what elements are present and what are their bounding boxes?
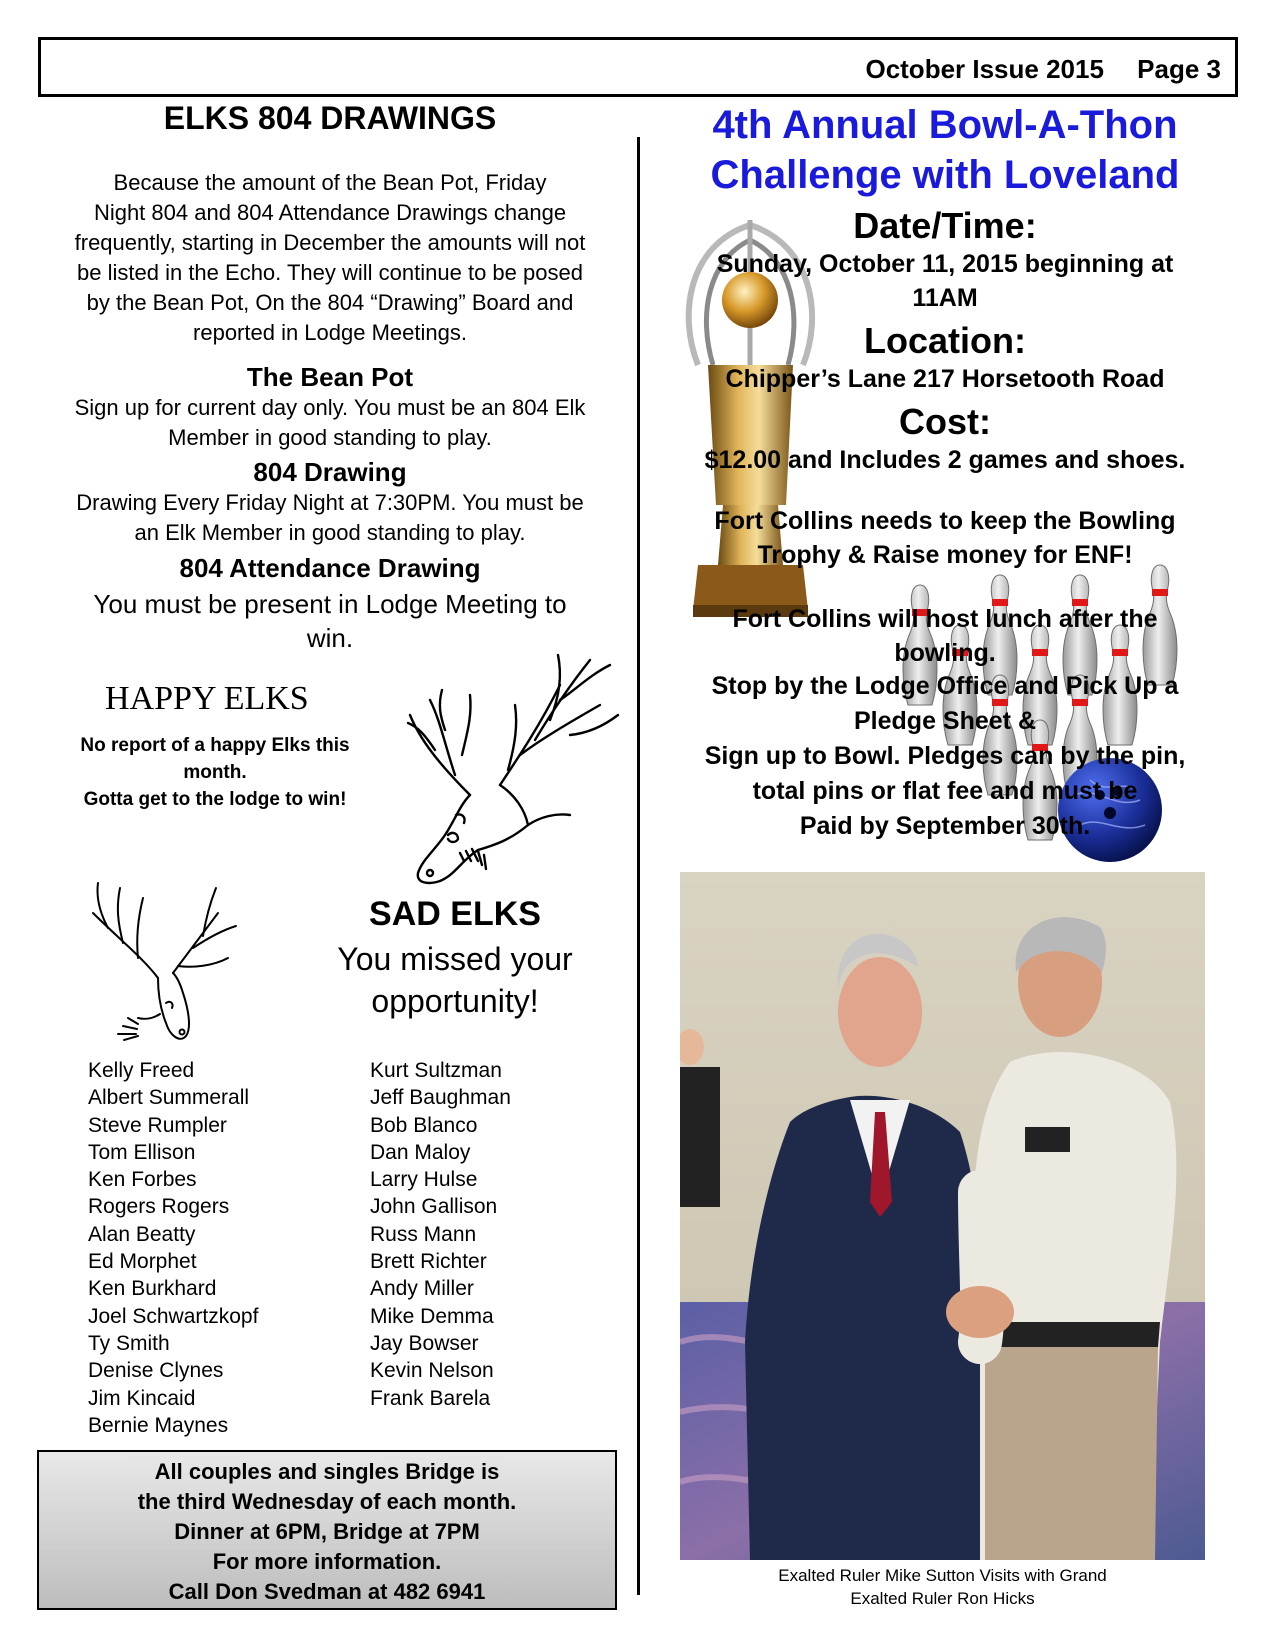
sad-elks-names-left: [88, 1057, 258, 1439]
bridge-line: For more information.: [212, 1549, 442, 1574]
happy-line: month.: [183, 762, 247, 783]
name-item: Jay Bowser: [370, 1331, 479, 1355]
sad-line: opportunity!: [371, 983, 539, 1019]
name-item: Jeff Baughman: [370, 1086, 511, 1110]
name-item: Ty Smith: [88, 1331, 170, 1355]
drawing-804-body: [40, 488, 620, 548]
date-details: [660, 247, 1230, 315]
name-item: Rogers Rogers: [88, 1195, 230, 1219]
caption-line: Exalted Ruler Mike Sutton Visits with Grand: [778, 1566, 1107, 1585]
issue-date: October Issue 2015: [865, 54, 1104, 84]
bean-pot-line: Sign up for current day only. You must be an 804 Elk: [74, 395, 586, 420]
name-item: Bob Blanco: [370, 1113, 478, 1137]
name-item: Kurt Sultzman: [370, 1059, 502, 1082]
handshake-photo: [680, 872, 1205, 1560]
pledge-line: Sign up to Bowl. Pledges can by the pin,: [704, 742, 1186, 770]
name-item: Jim Kincaid: [88, 1386, 196, 1410]
drawing-804-heading: 804 Drawing: [253, 457, 407, 487]
location-details: Chipper’s Lane 217 Horsetooth Road: [725, 365, 1165, 393]
name-item: John Gallison: [370, 1195, 498, 1219]
name-item: Albert Summerall: [88, 1086, 250, 1110]
intro-line: Because the amount of the Bean Pot, Friday: [113, 170, 547, 195]
name-item: Larry Hulse: [370, 1168, 478, 1192]
header-box: [38, 37, 1238, 97]
name-item: Alan Beatty: [88, 1222, 196, 1246]
bridge-line: Dinner at 6PM, Bridge at 7PM: [174, 1519, 480, 1544]
intro-line: be listed in the Echo. They will continue to be posed: [77, 260, 583, 285]
name-item: Ken Burkhard: [88, 1277, 217, 1301]
pledge-line: Paid by September 30th.: [799, 812, 1091, 840]
bowl-a-thon-title: [660, 100, 1230, 200]
happy-elk-illustration: [400, 645, 620, 895]
name-item: Russ Mann: [370, 1222, 477, 1246]
bridge-line: All couples and singles Bridge is: [154, 1459, 500, 1484]
name-item: Tom Ellison: [88, 1140, 196, 1164]
name-item: Kelly Freed: [88, 1059, 195, 1082]
name-item: Brett Richter: [370, 1250, 487, 1274]
bowl-title-line: 4th Annual Bowl-A-Thon: [712, 103, 1178, 147]
bean-pot-line: Member in good standing to play.: [168, 425, 492, 450]
date-heading: Date/Time:: [853, 205, 1037, 246]
pledge-line: total pins or flat fee and must be: [752, 777, 1138, 805]
pledge-line: Stop by the Lodge Office and Pick Up a: [711, 672, 1179, 700]
name-item: Bernie Maynes: [88, 1413, 229, 1437]
lunch-text: [660, 602, 1230, 670]
bridge-line: the third Wednesday of each month.: [137, 1489, 517, 1514]
drawing-804-line: Drawing Every Friday Night at 7:30PM. You must be: [76, 490, 584, 515]
sad-elks-body: [310, 938, 600, 1022]
column-divider: [637, 137, 640, 1595]
location-heading: Location:: [864, 320, 1026, 361]
name-item: Ken Forbes: [88, 1168, 197, 1192]
intro-line: frequently, starting in December the amounts will not: [74, 230, 586, 255]
drawings-title: ELKS 804 DRAWINGS: [163, 100, 497, 136]
happy-elks-title: HAPPY ELKS: [105, 680, 309, 717]
sad-elks-title: SAD ELKS: [369, 895, 541, 933]
intro-line: Night 804 and 804 Attendance Drawings change: [93, 200, 567, 225]
happy-line: No report of a happy Elks this: [80, 735, 350, 756]
date-line: Sunday, October 11, 2015 beginning at: [716, 250, 1174, 278]
sad-elks-names-right: [370, 1057, 511, 1412]
name-item: Kevin Nelson: [370, 1359, 494, 1383]
keep-line: Fort Collins needs to keep the Bowling: [714, 507, 1176, 535]
pledge-line: Pledge Sheet &: [854, 707, 1036, 735]
name-item: Andy Miller: [370, 1277, 474, 1301]
keep-line: Trophy & Raise money for ENF!: [757, 541, 1133, 569]
name-item: Ed Morphet: [88, 1250, 197, 1274]
photo-caption: [680, 1564, 1205, 1610]
issue-header: [865, 54, 1221, 85]
name-item: Dan Maloy: [370, 1140, 471, 1164]
attendance-line: win.: [306, 623, 354, 653]
intro-line: by the Bean Pot, On the 804 “Drawing” Board and: [86, 290, 574, 315]
lunch-line: bowling.: [894, 639, 996, 667]
name-item: Steve Rumpler: [88, 1113, 227, 1137]
bowl-title-line: Challenge with Loveland: [710, 153, 1180, 197]
cost-heading: Cost:: [899, 401, 991, 442]
intro-line: reported in Lodge Meetings.: [193, 320, 467, 345]
bridge-info-box: [37, 1450, 617, 1610]
bean-pot-heading: The Bean Pot: [246, 362, 414, 392]
sad-line: You missed your: [337, 941, 573, 977]
sad-elk-illustration: [88, 868, 238, 1048]
bean-pot-body: [40, 393, 620, 453]
happy-elks-body: [45, 732, 385, 813]
date-line: 11AM: [912, 284, 978, 312]
drawing-804-line: an Elk Member in good standing to play.: [134, 520, 526, 545]
name-item: Denise Clynes: [88, 1359, 224, 1383]
attendance-heading: 804 Attendance Drawing: [179, 553, 481, 583]
cost-details: $12.00 and Includes 2 games and shoes.: [704, 446, 1186, 474]
name-item: Mike Demma: [370, 1304, 494, 1328]
caption-line: Exalted Ruler Ron Hicks: [850, 1589, 1035, 1608]
drawings-intro: [40, 168, 620, 348]
name-item: Frank Barela: [370, 1386, 491, 1410]
happy-line: Gotta get to the lodge to win!: [83, 789, 347, 810]
keep-trophy-text: [660, 504, 1230, 572]
bridge-line: Call Don Svedman at 482 6941: [168, 1579, 486, 1604]
name-item: Joel Schwartzkopf: [88, 1304, 259, 1328]
attendance-line: You must be present in Lodge Meeting to: [93, 589, 567, 619]
pledge-text: [660, 669, 1230, 844]
page-number: Page 3: [1137, 54, 1221, 84]
lunch-line: Fort Collins will host lunch after the: [732, 605, 1158, 633]
